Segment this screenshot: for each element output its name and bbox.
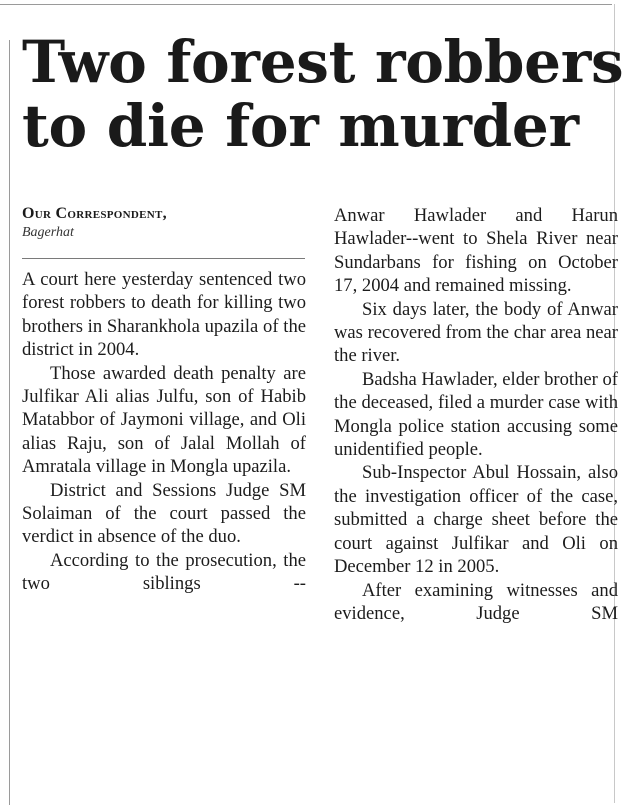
- byline-rule: [22, 258, 305, 259]
- article-column-1: [22, 268, 306, 596]
- article-headline: [22, 30, 622, 158]
- column-rule: [9, 40, 10, 805]
- paragraph: Sub-Inspector Abul Hossain, also the investigation officer of the case, submitted a charge sheet before the court against Julfikar and Oli on December 12 in 2005.: [334, 462, 618, 578]
- headline-line-2: to die for murder: [22, 92, 579, 160]
- byline: Our Correspondent,: [22, 205, 167, 222]
- paragraph: A court here yesterday sentenced two forest robbers to death for killing two brothers in Sharankhola upazila of the district in 2004.: [22, 269, 306, 361]
- byline-block: [22, 204, 322, 242]
- top-rule: [0, 4, 612, 5]
- article-column-2: [334, 204, 618, 625]
- paragraph: Six days later, the body of Anwar was recovered from the char area near the river.: [334, 298, 618, 367]
- headline-line-1: Two forest robbers: [22, 28, 624, 96]
- paragraph: Anwar Hawlader and Harun Hawlader--went to Shela River near Sundarbans for fishing on October 17, 2004 and remained missing.: [334, 205, 618, 297]
- paragraph: District and Sessions Judge SM Solaiman of the court passed the verdict in absence of the duo.: [22, 479, 306, 548]
- paragraph: After examining witnesses and evidence, Judge SM: [334, 579, 618, 624]
- paragraph: Badsha Hawlader, elder brother of the deceased, filed a murder case with Mongla police station accusing some unidentified people.: [334, 368, 618, 461]
- paragraph: Those awarded death penalty are Julfikar Ali alias Julfu, son of Habib Matabbor of Jaymoni village, and Oli alias Raju, son of Jalal Mollah of Amratala village in Mongla upazila.: [22, 362, 306, 478]
- paragraph: According to the prosecution, the two siblings --: [22, 549, 306, 595]
- dateline: Bagerhat: [22, 225, 74, 240]
